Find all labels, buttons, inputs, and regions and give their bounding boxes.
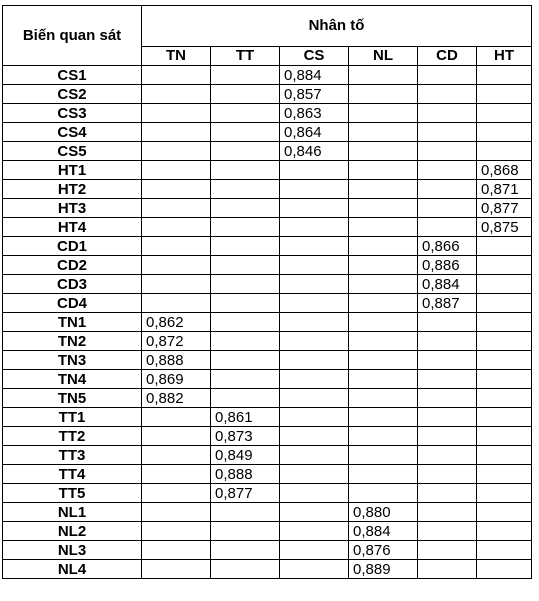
variable-label: TT1 bbox=[3, 408, 142, 427]
loading-cell: 0,873 bbox=[211, 427, 280, 446]
loading-cell bbox=[418, 180, 477, 199]
loading-cell: 0,887 bbox=[418, 294, 477, 313]
loading-cell bbox=[349, 123, 418, 142]
loading-cell bbox=[280, 313, 349, 332]
table-row bbox=[3, 408, 532, 427]
loading-cell bbox=[349, 218, 418, 237]
loading-cell: 0,871 bbox=[477, 180, 532, 199]
loading-cell: 0,876 bbox=[349, 541, 418, 560]
loading-cell bbox=[211, 66, 280, 85]
variable-label: HT3 bbox=[3, 199, 142, 218]
loading-cell bbox=[142, 256, 211, 275]
loading-cell bbox=[142, 446, 211, 465]
loading-cell bbox=[349, 370, 418, 389]
table-row bbox=[3, 256, 532, 275]
loading-cell bbox=[280, 522, 349, 541]
loading-cell bbox=[280, 427, 349, 446]
table-row bbox=[3, 123, 532, 142]
table-row bbox=[3, 541, 532, 560]
loading-cell bbox=[418, 332, 477, 351]
loading-cell bbox=[418, 351, 477, 370]
loading-cell: 0,863 bbox=[280, 104, 349, 123]
loading-cell bbox=[280, 389, 349, 408]
variable-label: CD2 bbox=[3, 256, 142, 275]
table-row bbox=[3, 199, 532, 218]
variable-label: TN1 bbox=[3, 313, 142, 332]
loading-cell bbox=[349, 237, 418, 256]
loading-cell bbox=[211, 294, 280, 313]
loading-cell bbox=[418, 123, 477, 142]
loading-cell bbox=[211, 142, 280, 161]
loading-cell bbox=[211, 237, 280, 256]
loading-cell bbox=[477, 541, 532, 560]
loading-cell bbox=[418, 446, 477, 465]
variable-label: TT2 bbox=[3, 427, 142, 446]
loading-cell bbox=[418, 503, 477, 522]
loading-cell bbox=[477, 522, 532, 541]
variable-label: TT3 bbox=[3, 446, 142, 465]
variable-label: CD1 bbox=[3, 237, 142, 256]
loading-cell bbox=[211, 560, 280, 579]
variable-label: CS1 bbox=[3, 66, 142, 85]
loading-cell: 0,877 bbox=[477, 199, 532, 218]
loading-cell bbox=[280, 199, 349, 218]
variable-label: TN4 bbox=[3, 370, 142, 389]
loading-cell bbox=[418, 85, 477, 104]
loading-cell: 0,869 bbox=[142, 370, 211, 389]
factor-header-nl: NL bbox=[349, 46, 418, 65]
factor-header-cd: CD bbox=[418, 46, 477, 65]
variable-label: CS5 bbox=[3, 142, 142, 161]
table-row bbox=[3, 351, 532, 370]
loading-cell bbox=[211, 389, 280, 408]
loading-cell: 0,849 bbox=[211, 446, 280, 465]
variable-label: NL2 bbox=[3, 522, 142, 541]
loading-cell bbox=[211, 351, 280, 370]
loading-cell bbox=[142, 142, 211, 161]
loading-cell bbox=[211, 104, 280, 123]
loading-cell bbox=[280, 256, 349, 275]
loading-cell bbox=[211, 85, 280, 104]
table-row bbox=[3, 389, 532, 408]
variable-label: TN2 bbox=[3, 332, 142, 351]
loading-cell: 0,889 bbox=[349, 560, 418, 579]
loading-cell: 0,880 bbox=[349, 503, 418, 522]
loading-cell: 0,884 bbox=[349, 522, 418, 541]
loading-cell bbox=[477, 85, 532, 104]
loading-cell bbox=[477, 465, 532, 484]
table-row bbox=[3, 313, 532, 332]
table-row bbox=[3, 560, 532, 579]
loading-cell bbox=[418, 161, 477, 180]
table-row bbox=[3, 180, 532, 199]
loading-cell: 0,857 bbox=[280, 85, 349, 104]
loading-cell bbox=[211, 123, 280, 142]
table-row bbox=[3, 66, 532, 85]
loading-cell bbox=[142, 66, 211, 85]
loading-cell bbox=[142, 275, 211, 294]
loading-cell bbox=[349, 408, 418, 427]
loading-cell bbox=[349, 465, 418, 484]
loading-cell bbox=[211, 332, 280, 351]
loading-cell: 0,877 bbox=[211, 484, 280, 503]
loading-cell bbox=[477, 560, 532, 579]
loading-cell bbox=[280, 408, 349, 427]
loading-cell bbox=[418, 560, 477, 579]
loading-cell bbox=[280, 541, 349, 560]
loading-cell bbox=[142, 541, 211, 560]
loading-cell bbox=[211, 199, 280, 218]
loading-cell: 0,866 bbox=[418, 237, 477, 256]
loading-cell bbox=[349, 85, 418, 104]
loading-cell: 0,884 bbox=[280, 66, 349, 85]
loading-cell bbox=[477, 256, 532, 275]
variable-label: CS2 bbox=[3, 85, 142, 104]
loading-cell bbox=[477, 370, 532, 389]
table-row bbox=[3, 142, 532, 161]
loading-cell bbox=[280, 332, 349, 351]
loading-cell bbox=[477, 275, 532, 294]
factor-header-ht: HT bbox=[477, 46, 532, 65]
loading-cell bbox=[142, 465, 211, 484]
variable-label: TT4 bbox=[3, 465, 142, 484]
loading-cell bbox=[418, 541, 477, 560]
loading-cell bbox=[477, 427, 532, 446]
loading-cell bbox=[349, 199, 418, 218]
variable-label: TN3 bbox=[3, 351, 142, 370]
loading-cell bbox=[349, 104, 418, 123]
table-row bbox=[3, 427, 532, 446]
loading-cell bbox=[477, 294, 532, 313]
loading-cell: 0,884 bbox=[418, 275, 477, 294]
loading-cell bbox=[349, 484, 418, 503]
loading-cell bbox=[418, 389, 477, 408]
loading-cell bbox=[280, 180, 349, 199]
loading-cell bbox=[477, 66, 532, 85]
loading-cell bbox=[211, 541, 280, 560]
loading-cell bbox=[142, 104, 211, 123]
loading-cell bbox=[142, 180, 211, 199]
loading-cell bbox=[477, 408, 532, 427]
table-row bbox=[3, 446, 532, 465]
table-row bbox=[3, 218, 532, 237]
loading-cell bbox=[142, 294, 211, 313]
loading-cell bbox=[280, 294, 349, 313]
loading-cell: 0,886 bbox=[418, 256, 477, 275]
table-row bbox=[3, 332, 532, 351]
loading-cell bbox=[211, 275, 280, 294]
variable-label: HT4 bbox=[3, 218, 142, 237]
loading-cell: 0,888 bbox=[211, 465, 280, 484]
table-row bbox=[3, 370, 532, 389]
loading-cell bbox=[477, 313, 532, 332]
factor-header-tn: TN bbox=[142, 46, 211, 65]
loading-cell bbox=[280, 503, 349, 522]
loading-cell bbox=[477, 389, 532, 408]
loading-cell bbox=[142, 408, 211, 427]
loading-cell bbox=[477, 237, 532, 256]
table-row bbox=[3, 237, 532, 256]
loading-cell: 0,864 bbox=[280, 123, 349, 142]
table-row bbox=[3, 465, 532, 484]
loading-cell: 0,872 bbox=[142, 332, 211, 351]
loading-cell: 0,868 bbox=[477, 161, 532, 180]
table-row bbox=[3, 275, 532, 294]
loading-cell bbox=[211, 370, 280, 389]
variable-label: CD3 bbox=[3, 275, 142, 294]
variable-label: CD4 bbox=[3, 294, 142, 313]
loading-cell: 0,862 bbox=[142, 313, 211, 332]
loading-cell bbox=[418, 484, 477, 503]
loading-cell bbox=[142, 484, 211, 503]
factor-header-cs: CS bbox=[280, 46, 349, 65]
loading-cell bbox=[280, 560, 349, 579]
loading-cell bbox=[280, 237, 349, 256]
loading-cell bbox=[418, 465, 477, 484]
loading-cell bbox=[211, 180, 280, 199]
loading-cell: 0,861 bbox=[211, 408, 280, 427]
loading-cell bbox=[418, 313, 477, 332]
loading-cell bbox=[349, 427, 418, 446]
factor-header-tt: TT bbox=[211, 46, 280, 65]
loading-cell bbox=[280, 218, 349, 237]
loading-cell bbox=[349, 313, 418, 332]
loading-cell: 0,882 bbox=[142, 389, 211, 408]
table-row bbox=[3, 294, 532, 313]
loading-cell bbox=[349, 446, 418, 465]
variable-label: HT2 bbox=[3, 180, 142, 199]
loading-cell bbox=[349, 256, 418, 275]
variable-label: TN5 bbox=[3, 389, 142, 408]
loading-cell bbox=[418, 66, 477, 85]
loading-cell bbox=[349, 351, 418, 370]
header-row-top bbox=[3, 6, 532, 47]
loading-cell bbox=[418, 104, 477, 123]
loading-cell: 0,888 bbox=[142, 351, 211, 370]
table-body bbox=[3, 66, 532, 579]
loading-cell bbox=[211, 218, 280, 237]
variable-label: HT1 bbox=[3, 161, 142, 180]
loading-cell bbox=[349, 180, 418, 199]
loading-cell bbox=[142, 218, 211, 237]
loading-cell bbox=[142, 199, 211, 218]
loading-cell bbox=[142, 560, 211, 579]
loading-cell bbox=[211, 503, 280, 522]
table-row bbox=[3, 104, 532, 123]
loading-cell bbox=[477, 332, 532, 351]
loading-cell bbox=[477, 446, 532, 465]
loading-cell bbox=[280, 465, 349, 484]
loading-cell bbox=[142, 503, 211, 522]
loading-cell bbox=[280, 370, 349, 389]
loading-cell bbox=[349, 66, 418, 85]
loading-cell bbox=[477, 104, 532, 123]
loading-cell bbox=[280, 275, 349, 294]
table-row bbox=[3, 522, 532, 541]
column-group-header-factors: Nhân tố bbox=[142, 6, 532, 47]
loading-cell bbox=[211, 313, 280, 332]
factor-loading-table-container bbox=[2, 5, 532, 579]
row-header-variables: Biến quan sát bbox=[3, 6, 142, 66]
loading-cell bbox=[349, 142, 418, 161]
loading-cell bbox=[349, 389, 418, 408]
loading-cell bbox=[418, 218, 477, 237]
table-row bbox=[3, 484, 532, 503]
loading-cell bbox=[349, 294, 418, 313]
loading-cell bbox=[349, 332, 418, 351]
loading-cell bbox=[477, 123, 532, 142]
variable-label: NL1 bbox=[3, 503, 142, 522]
variable-label: NL4 bbox=[3, 560, 142, 579]
loading-cell bbox=[211, 256, 280, 275]
loading-cell bbox=[142, 237, 211, 256]
loading-cell bbox=[280, 161, 349, 180]
variable-label: CS4 bbox=[3, 123, 142, 142]
loading-cell bbox=[280, 446, 349, 465]
loading-cell bbox=[142, 85, 211, 104]
loading-cell bbox=[418, 142, 477, 161]
loading-cell bbox=[142, 522, 211, 541]
loading-cell bbox=[142, 123, 211, 142]
loading-cell bbox=[142, 427, 211, 446]
loading-cell bbox=[418, 408, 477, 427]
table-row bbox=[3, 85, 532, 104]
loading-cell: 0,875 bbox=[477, 218, 532, 237]
loading-cell bbox=[349, 275, 418, 294]
loading-cell bbox=[418, 370, 477, 389]
loading-cell bbox=[280, 484, 349, 503]
loading-cell bbox=[142, 161, 211, 180]
table-row bbox=[3, 503, 532, 522]
loading-cell bbox=[418, 427, 477, 446]
loading-cell: 0,846 bbox=[280, 142, 349, 161]
variable-label: TT5 bbox=[3, 484, 142, 503]
loading-cell bbox=[477, 484, 532, 503]
variable-label: CS3 bbox=[3, 104, 142, 123]
loading-cell bbox=[418, 522, 477, 541]
loading-cell bbox=[349, 161, 418, 180]
variable-label: NL3 bbox=[3, 541, 142, 560]
loading-cell bbox=[280, 351, 349, 370]
loading-cell bbox=[477, 351, 532, 370]
table-row bbox=[3, 161, 532, 180]
loading-cell bbox=[211, 161, 280, 180]
loading-cell bbox=[477, 142, 532, 161]
loading-cell bbox=[477, 503, 532, 522]
factor-loading-table bbox=[2, 5, 532, 579]
loading-cell bbox=[418, 199, 477, 218]
loading-cell bbox=[211, 522, 280, 541]
